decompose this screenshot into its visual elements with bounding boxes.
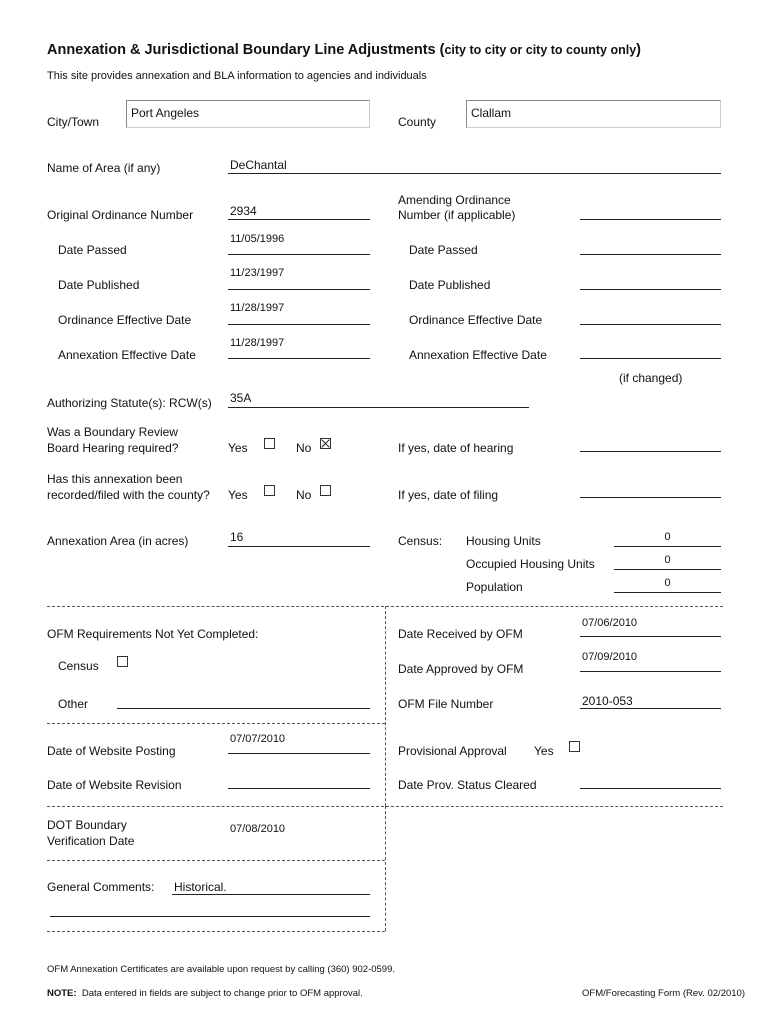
hearing-date-field[interactable]	[580, 451, 721, 452]
original-ordinance-field[interactable]	[228, 219, 370, 220]
occupied-units-field[interactable]	[614, 569, 721, 570]
occupied-units-label: Occupied Housing Units	[466, 557, 595, 571]
review-question-2: Board Hearing required?	[47, 441, 179, 455]
ordinance-effective-value: 11/28/1997	[230, 302, 285, 314]
review-no-checkbox[interactable]	[320, 438, 331, 449]
comments-value: Historical.	[174, 880, 227, 894]
date-passed-field[interactable]	[228, 254, 370, 255]
provisional-yes-checkbox[interactable]	[569, 741, 580, 752]
ofm-requirements-label: OFM Requirements Not Yet Completed:	[47, 627, 259, 641]
section-divider-bottom	[47, 931, 385, 932]
website-posting-label: Date of Website Posting	[47, 744, 176, 758]
statute-label: Authorizing Statute(s): RCW(s)	[47, 396, 212, 410]
footer-note-text: Data entered in fields are subject to change prior to OFM approval.	[81, 988, 363, 999]
date-published-label: Date Published	[58, 278, 140, 292]
date-passed-label: Date Passed	[58, 243, 127, 257]
ofm-received-label: Date Received by OFM	[398, 627, 523, 641]
acres-field[interactable]	[228, 546, 370, 547]
dot-label-1: DOT Boundary	[47, 818, 127, 832]
prov-cleared-label: Date Prov. Status Cleared	[398, 778, 537, 792]
acres-label: Annexation Area (in acres)	[47, 534, 189, 548]
annexation-effective-value: 11/28/1997	[230, 337, 285, 349]
dot-label-2: Verification Date	[47, 834, 135, 848]
amending-effective-label: Ordinance Effective Date	[409, 313, 543, 327]
recorded-question-1: Has this annexation been	[47, 472, 183, 486]
amending-date-passed-label: Date Passed	[409, 243, 478, 257]
footer-note	[47, 988, 363, 999]
ofm-other-field[interactable]	[117, 708, 370, 709]
ofm-file-label: OFM File Number	[398, 697, 494, 711]
city-label: City/Town	[47, 115, 100, 129]
filing-date-field[interactable]	[580, 497, 721, 498]
housing-units-field[interactable]	[614, 546, 721, 547]
form-title: Annexation & Jurisdictional Boundary Line Adjustments (city to city or city to county only)	[47, 42, 642, 58]
footer-certificates: OFM Annexation Certificates are available upon request by calling (360) 902-0599.	[47, 964, 396, 975]
county-label: County	[398, 115, 437, 129]
recorded-no-checkbox[interactable]	[320, 485, 331, 496]
amending-ordinance-field[interactable]	[580, 219, 721, 220]
date-published-value: 11/23/1997	[230, 267, 285, 279]
ofm-received-value: 07/06/2010	[582, 617, 638, 629]
occupied-units-value: 0	[664, 554, 671, 566]
provisional-approval-label: Provisional Approval	[398, 744, 507, 758]
review-yes-label: Yes	[228, 441, 248, 455]
amending-date-published-field[interactable]	[580, 289, 721, 290]
form-subtitle: This site provides annexation and BLA information to agencies and individuals	[47, 70, 427, 82]
statute-value: 35A	[230, 391, 252, 405]
amending-ordinance-label-2: Number (if applicable)	[398, 208, 516, 222]
section-divider-left-1	[47, 723, 385, 724]
hearing-date-label: If yes, date of hearing	[398, 441, 514, 455]
date-published-field[interactable]	[228, 289, 370, 290]
city-field[interactable]: Port Angeles	[126, 100, 370, 128]
area-name-value: DeChantal	[230, 158, 287, 172]
comments-field-line-1[interactable]	[172, 894, 370, 895]
statute-field[interactable]	[228, 407, 529, 408]
population-value: 0	[664, 577, 671, 589]
ordinance-effective-field[interactable]	[228, 324, 370, 325]
review-yes-checkbox[interactable]	[264, 438, 275, 449]
section-divider-vertical-2	[385, 806, 386, 931]
amending-effective-field[interactable]	[580, 324, 721, 325]
footer-note-label: NOTE:	[47, 988, 77, 999]
comments-field-line-2[interactable]	[50, 916, 370, 917]
prov-cleared-field[interactable]	[580, 788, 721, 789]
section-divider-left-2	[47, 860, 385, 861]
ofm-approved-label: Date Approved by OFM	[398, 662, 524, 676]
ofm-file-value: 2010-053	[582, 694, 633, 708]
area-name-label: Name of Area (if any)	[47, 161, 161, 175]
date-passed-value: 11/05/1996	[230, 233, 285, 245]
population-label: Population	[466, 580, 523, 594]
housing-units-label: Housing Units	[466, 534, 541, 548]
ofm-file-field[interactable]	[580, 708, 721, 709]
website-posting-field[interactable]	[228, 753, 370, 754]
recorded-yes-label: Yes	[228, 488, 248, 502]
housing-units-value: 0	[664, 531, 671, 543]
comments-label: General Comments:	[47, 880, 155, 894]
amending-date-published-label: Date Published	[409, 278, 491, 292]
filing-date-label: If yes, date of filing	[398, 488, 499, 502]
recorded-question-2: recorded/filed with the county?	[47, 488, 210, 502]
ofm-census-label: Census	[58, 659, 99, 673]
amending-date-passed-field[interactable]	[580, 254, 721, 255]
title-scope: city to city or city to county only	[444, 43, 637, 57]
footer-form-id: OFM/Forecasting Form (Rev. 02/2010)	[582, 988, 745, 999]
annexation-effective-field[interactable]	[228, 358, 370, 359]
area-name-field[interactable]	[228, 173, 721, 174]
recorded-yes-checkbox[interactable]	[264, 485, 275, 496]
website-revision-field[interactable]	[228, 788, 370, 789]
website-revision-label: Date of Website Revision	[47, 778, 182, 792]
amending-annex-effective-label: Annexation Effective Date	[409, 348, 547, 362]
ofm-approved-field[interactable]	[580, 671, 721, 672]
ofm-census-checkbox[interactable]	[117, 656, 128, 667]
section-divider-vertical	[385, 606, 386, 806]
website-posting-value: 07/07/2010	[230, 733, 286, 745]
county-field[interactable]: Clallam	[466, 100, 721, 128]
ordinance-effective-label: Ordinance Effective Date	[58, 313, 192, 327]
review-no-label: No	[296, 441, 312, 455]
original-ordinance-label: Original Ordinance Number	[47, 208, 194, 222]
review-question-1: Was a Boundary Review	[47, 425, 178, 439]
if-changed-note: (if changed)	[619, 371, 683, 385]
acres-value: 16	[230, 530, 244, 544]
ofm-approved-value: 07/09/2010	[582, 651, 638, 663]
ofm-other-label: Other	[58, 697, 89, 711]
amending-ordinance-label-1: Amending Ordinance	[398, 193, 511, 207]
ofm-received-field[interactable]	[580, 636, 721, 637]
census-label: Census:	[398, 534, 443, 548]
population-field[interactable]	[614, 592, 721, 593]
annexation-effective-label: Annexation Effective Date	[58, 348, 196, 362]
dot-value: 07/08/2010	[230, 823, 286, 835]
provisional-yes-label: Yes	[534, 744, 554, 758]
title-main: Annexation & Jurisdictional Boundary Line Adjustments	[47, 42, 436, 58]
amending-annex-effective-field[interactable]	[580, 358, 721, 359]
original-ordinance-value: 2934	[230, 204, 257, 218]
recorded-no-label: No	[296, 488, 312, 502]
